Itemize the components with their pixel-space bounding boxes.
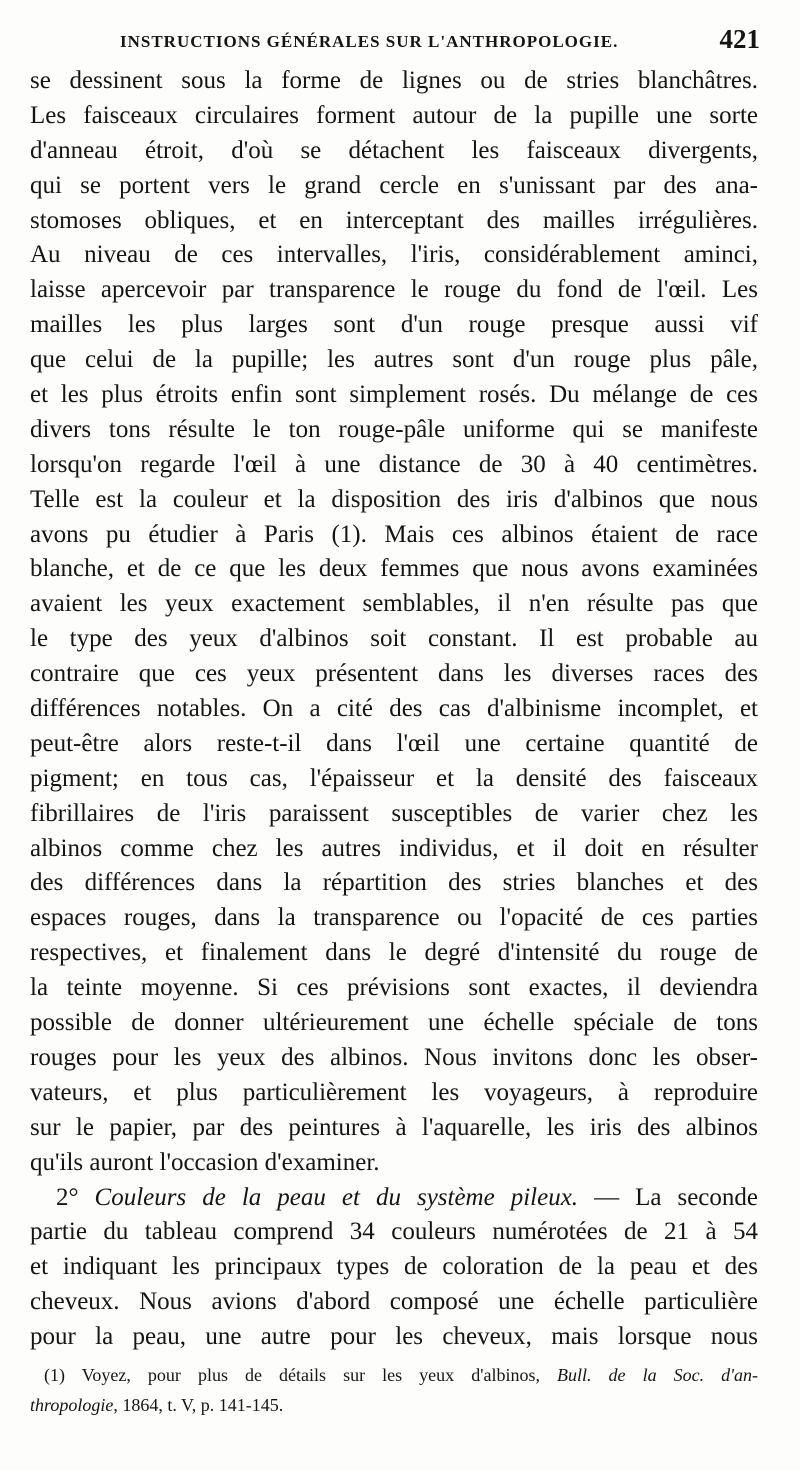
text-line: différences notables. On a cité des cas d'albinisme incomplet, et	[30, 695, 758, 723]
text-line: des différences dans la répartition des stries blanches et des	[30, 869, 758, 897]
footnote-journal: thropologie	[30, 1395, 114, 1415]
page-number: 421	[719, 24, 760, 54]
text-line: d'anneau étroit, d'où se détachent les faisceaux divergents,	[30, 136, 758, 164]
text-line: le type des yeux d'albinos soit constant. Il est probable au	[30, 625, 758, 653]
text-line: se dessinent sous la forme de lignes ou de stries blanchâtres.	[30, 67, 758, 94]
text-line: laisse apercevoir par transparence le rouge du fond de l'œil. Les	[30, 276, 758, 304]
footnote-reference: , 1864, t. V, p. 141-145.	[113, 1395, 284, 1415]
footnotes	[30, 1360, 758, 1420]
text-line: sur le papier, par des peintures à l'aquarelle, les iris des albinos	[30, 1113, 758, 1141]
section-heading-line	[30, 1181, 758, 1216]
page-header	[30, 22, 760, 62]
text-line: pigment; en tous cas, l'épaisseur et la densité des faisceaux	[30, 764, 758, 792]
text-line: possible de donner ultérieurement une échelle spéciale de tons	[30, 1009, 758, 1037]
text-line: et les plus étroits enfin sont simplement rosés. Du mélange de ces	[30, 381, 758, 409]
text-line: lorsqu'on regarde l'œil à une distance de 30 à 40 centimètres.	[30, 450, 758, 478]
text-line: contraire que ces yeux présentent dans les diverses races des	[30, 660, 758, 688]
text-line: espaces rouges, dans la transparence ou l'opacité de ces parties	[30, 904, 758, 932]
text-line: et indiquant les principaux types de coloration de la peau et des	[30, 1253, 758, 1281]
body-text	[30, 64, 758, 1355]
text-line: cheveux. Nous avions d'abord composé une échelle particulière	[30, 1288, 758, 1316]
text-line: avons pu étudier à Paris (1). Mais ces albinos étaient de race	[30, 520, 758, 548]
text-line: rouges pour les yeux des albinos. Nous invitons donc les obser-	[30, 1043, 758, 1071]
text-line: la teinte moyenne. Si ces prévisions sont exactes, il deviendra	[30, 974, 758, 1002]
text-line: partie du tableau comprend 34 couleurs numérotées de 21 à 54	[30, 1218, 758, 1246]
text-line: avaient les yeux exactement semblables, il n'en résulte pas que	[30, 590, 758, 618]
text-line: mailles les plus larges sont d'un rouge presque aussi vif	[30, 311, 758, 339]
footnote-citation: Bull. de la Soc. d'an-	[557, 1365, 758, 1385]
text-line: Telle est la couleur et la disposition des iris d'albinos que nous	[30, 485, 758, 513]
text-line: fibrillaires de l'iris paraissent susceptibles de varier chez les	[30, 799, 758, 827]
text-line: peut-être alors reste-t-il dans l'œil une certaine quantité de	[30, 729, 758, 757]
text-line: blanche, et de ce que les deux femmes que nous avons examinées	[30, 555, 758, 583]
text-line: stomoses obliques, et en interceptant des mailles irrégulières.	[30, 206, 758, 234]
text-line: que celui de la pupille; les autres sont d'un rouge plus pâle,	[30, 346, 758, 374]
section-first-line-rest: — La seconde	[594, 1183, 758, 1211]
footnote-text: Voyez, pour plus de détails sur les yeux d'albinos,	[81, 1365, 540, 1385]
section-title: Couleurs de la peau et du système pileux.	[94, 1183, 579, 1211]
text-line: vateurs, et plus particulièrement les voyageurs, à reproduire	[30, 1078, 758, 1106]
running-head: INSTRUCTIONS GÉNÉRALES SUR L'ANTHROPOLOGIE.	[120, 32, 619, 51]
text-line: qui se portent vers le grand cercle en s'unissant par des ana-	[30, 171, 758, 199]
text-line: qu'ils auront l'occasion d'examiner.	[30, 1148, 380, 1176]
footnote-marker: (1)	[44, 1365, 65, 1385]
section-number: 2°	[56, 1183, 79, 1211]
text-line: respectives, et finalement dans le degré d'intensité du rouge de	[30, 939, 758, 967]
text-line: divers tons résulte le ton rouge-pâle uniforme qui se manifeste	[30, 415, 758, 443]
text-line: Au niveau de ces intervalles, l'iris, considérablement aminci,	[30, 241, 758, 269]
text-line: albinos comme chez les autres individus, et il doit en résulter	[30, 834, 758, 862]
text-line: pour la peau, une autre pour les cheveux, mais lorsque nous	[30, 1323, 758, 1351]
footnote-line	[30, 1360, 758, 1390]
footnote-line	[30, 1390, 758, 1420]
text-line: Les faisceaux circulaires forment autour de la pupille une sorte	[30, 101, 758, 129]
